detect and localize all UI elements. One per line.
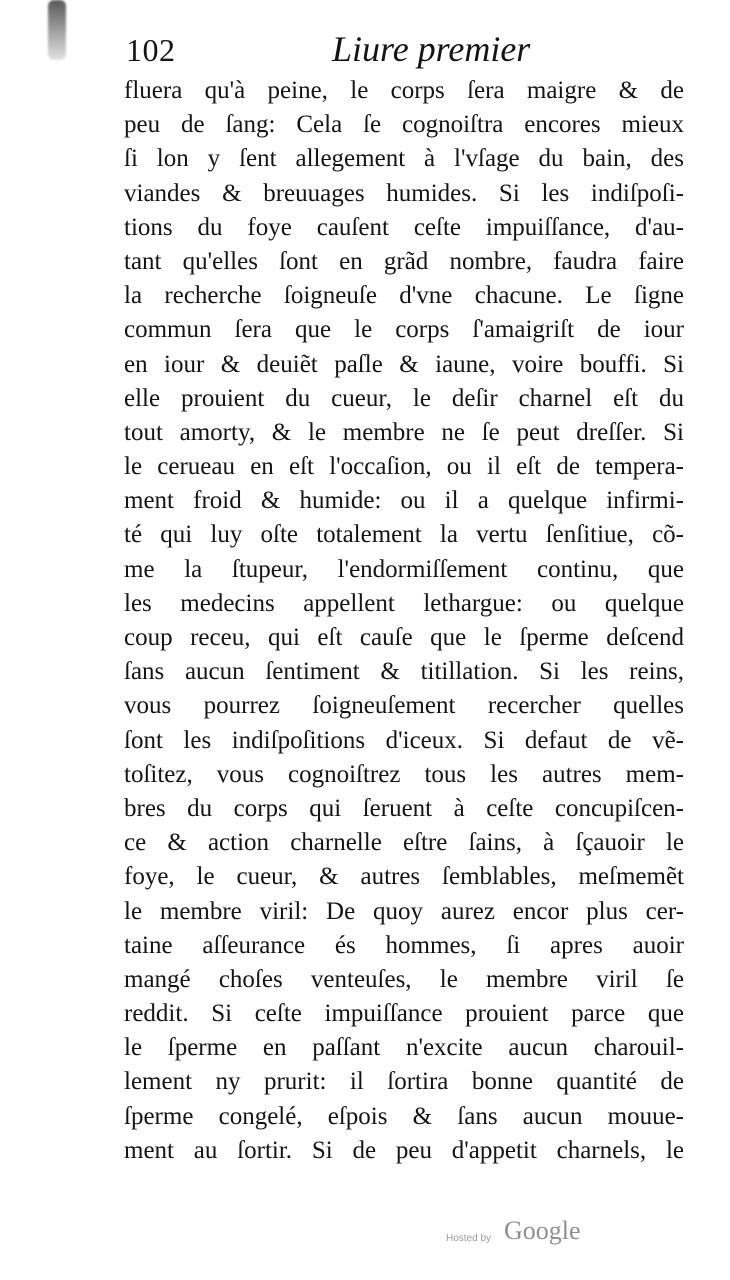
text-line: lement ny prurit: il ſortira bonne quantité de	[124, 1068, 684, 1096]
text-line: le cerueau en eſt l'occaſion, ou il eſt de tempera-	[124, 453, 684, 481]
text-line: té qui luy oſte totalement la vertu ſenſitiue, cõ-	[124, 521, 684, 549]
text-line: bres du corps qui ſeruent à ceſte concupiſcen-	[124, 794, 684, 822]
text-line: taine aſſeurance és hommes, ſi apres auoir	[124, 931, 684, 959]
text-line: mangé choſes venteuſes, le membre viril ſe	[124, 965, 684, 993]
hosted-by-label: Hosted by	[446, 1233, 492, 1244]
text-line: ſperme congelé, eſpois & ſans aucun mouue-	[124, 1102, 684, 1130]
text-line: fluera qu'à peine, le corps ſera maigre & de	[124, 77, 684, 104]
google-logo: Google	[504, 1216, 581, 1245]
text-line: le ſperme en paſſant n'excite aucun charouil-	[124, 1034, 684, 1062]
page-number: 102	[126, 32, 176, 68]
binding-smudge	[48, 0, 66, 60]
text-line: viandes & breuuages humides. Si les indiſpoſi-	[124, 179, 684, 207]
text-line: reddit. Si ceſte impuiſſance prouient parce que	[124, 1000, 684, 1028]
text-line: tions du foye cauſent ceſte impuiſſance, d'au-	[124, 213, 684, 241]
text-line: coup receu, qui eſt cauſe que le ſperme deſcend	[124, 624, 684, 651]
text-line: foye, le cueur, & autres ſemblables, meſmemẽt	[124, 863, 684, 891]
text-line: peu de ſang: Cela ſe cognoiſtra encores mieux	[124, 111, 684, 139]
text-line: elle prouient du cueur, le deſir charnel eſt du	[124, 384, 684, 412]
text-line: commun ſera que le corps ſ'amaigriſt de iour	[124, 316, 684, 344]
text-line: le membre viril: De quoy aurez encor plus cer-	[124, 897, 684, 925]
hosted-by-google-watermark	[446, 1216, 606, 1256]
text-line: ment au ſortir. Si de peu d'appetit charnels, le	[124, 1136, 684, 1164]
text-line: la recherche ſoigneuſe d'vne chacune. Le ſigne	[124, 282, 684, 310]
running-title: Liure premier	[332, 29, 531, 69]
text-line: tout amorty, & le membre ne ſe peut dreſſer. Si	[124, 418, 684, 446]
text-line: toſitez, vous cognoiſtrez tous les autres mem-	[124, 760, 684, 788]
text-line: ment froid & humide: ou il a quelque infirmi-	[124, 487, 684, 515]
text-line: les medecins appellent lethargue: ou quelque	[124, 589, 684, 617]
text-line: ſont les indiſpoſitions d'iceux. Si defaut de vẽ-	[124, 726, 684, 754]
text-line: tant qu'elles ſont en grãd nombre, faudra faire	[124, 247, 684, 275]
text-line: me la ſtupeur, l'endormiſſement continu, que	[124, 555, 684, 583]
running-head	[122, 24, 682, 74]
text-line: ſi lon y ſent allegement à l'vſage du bain, des	[124, 145, 684, 173]
text-line: en iour & deuiẽt paſle & iaune, voire bouffi. Si	[124, 350, 684, 378]
body-text	[124, 74, 684, 1168]
text-line: vous pourrez ſoigneuſement recercher quelles	[124, 692, 684, 720]
text-line: ſans aucun ſentiment & titillation. Si les reins,	[124, 658, 684, 686]
text-line: ce & action charnelle eſtre ſains, à ſçauoir le	[124, 829, 684, 857]
